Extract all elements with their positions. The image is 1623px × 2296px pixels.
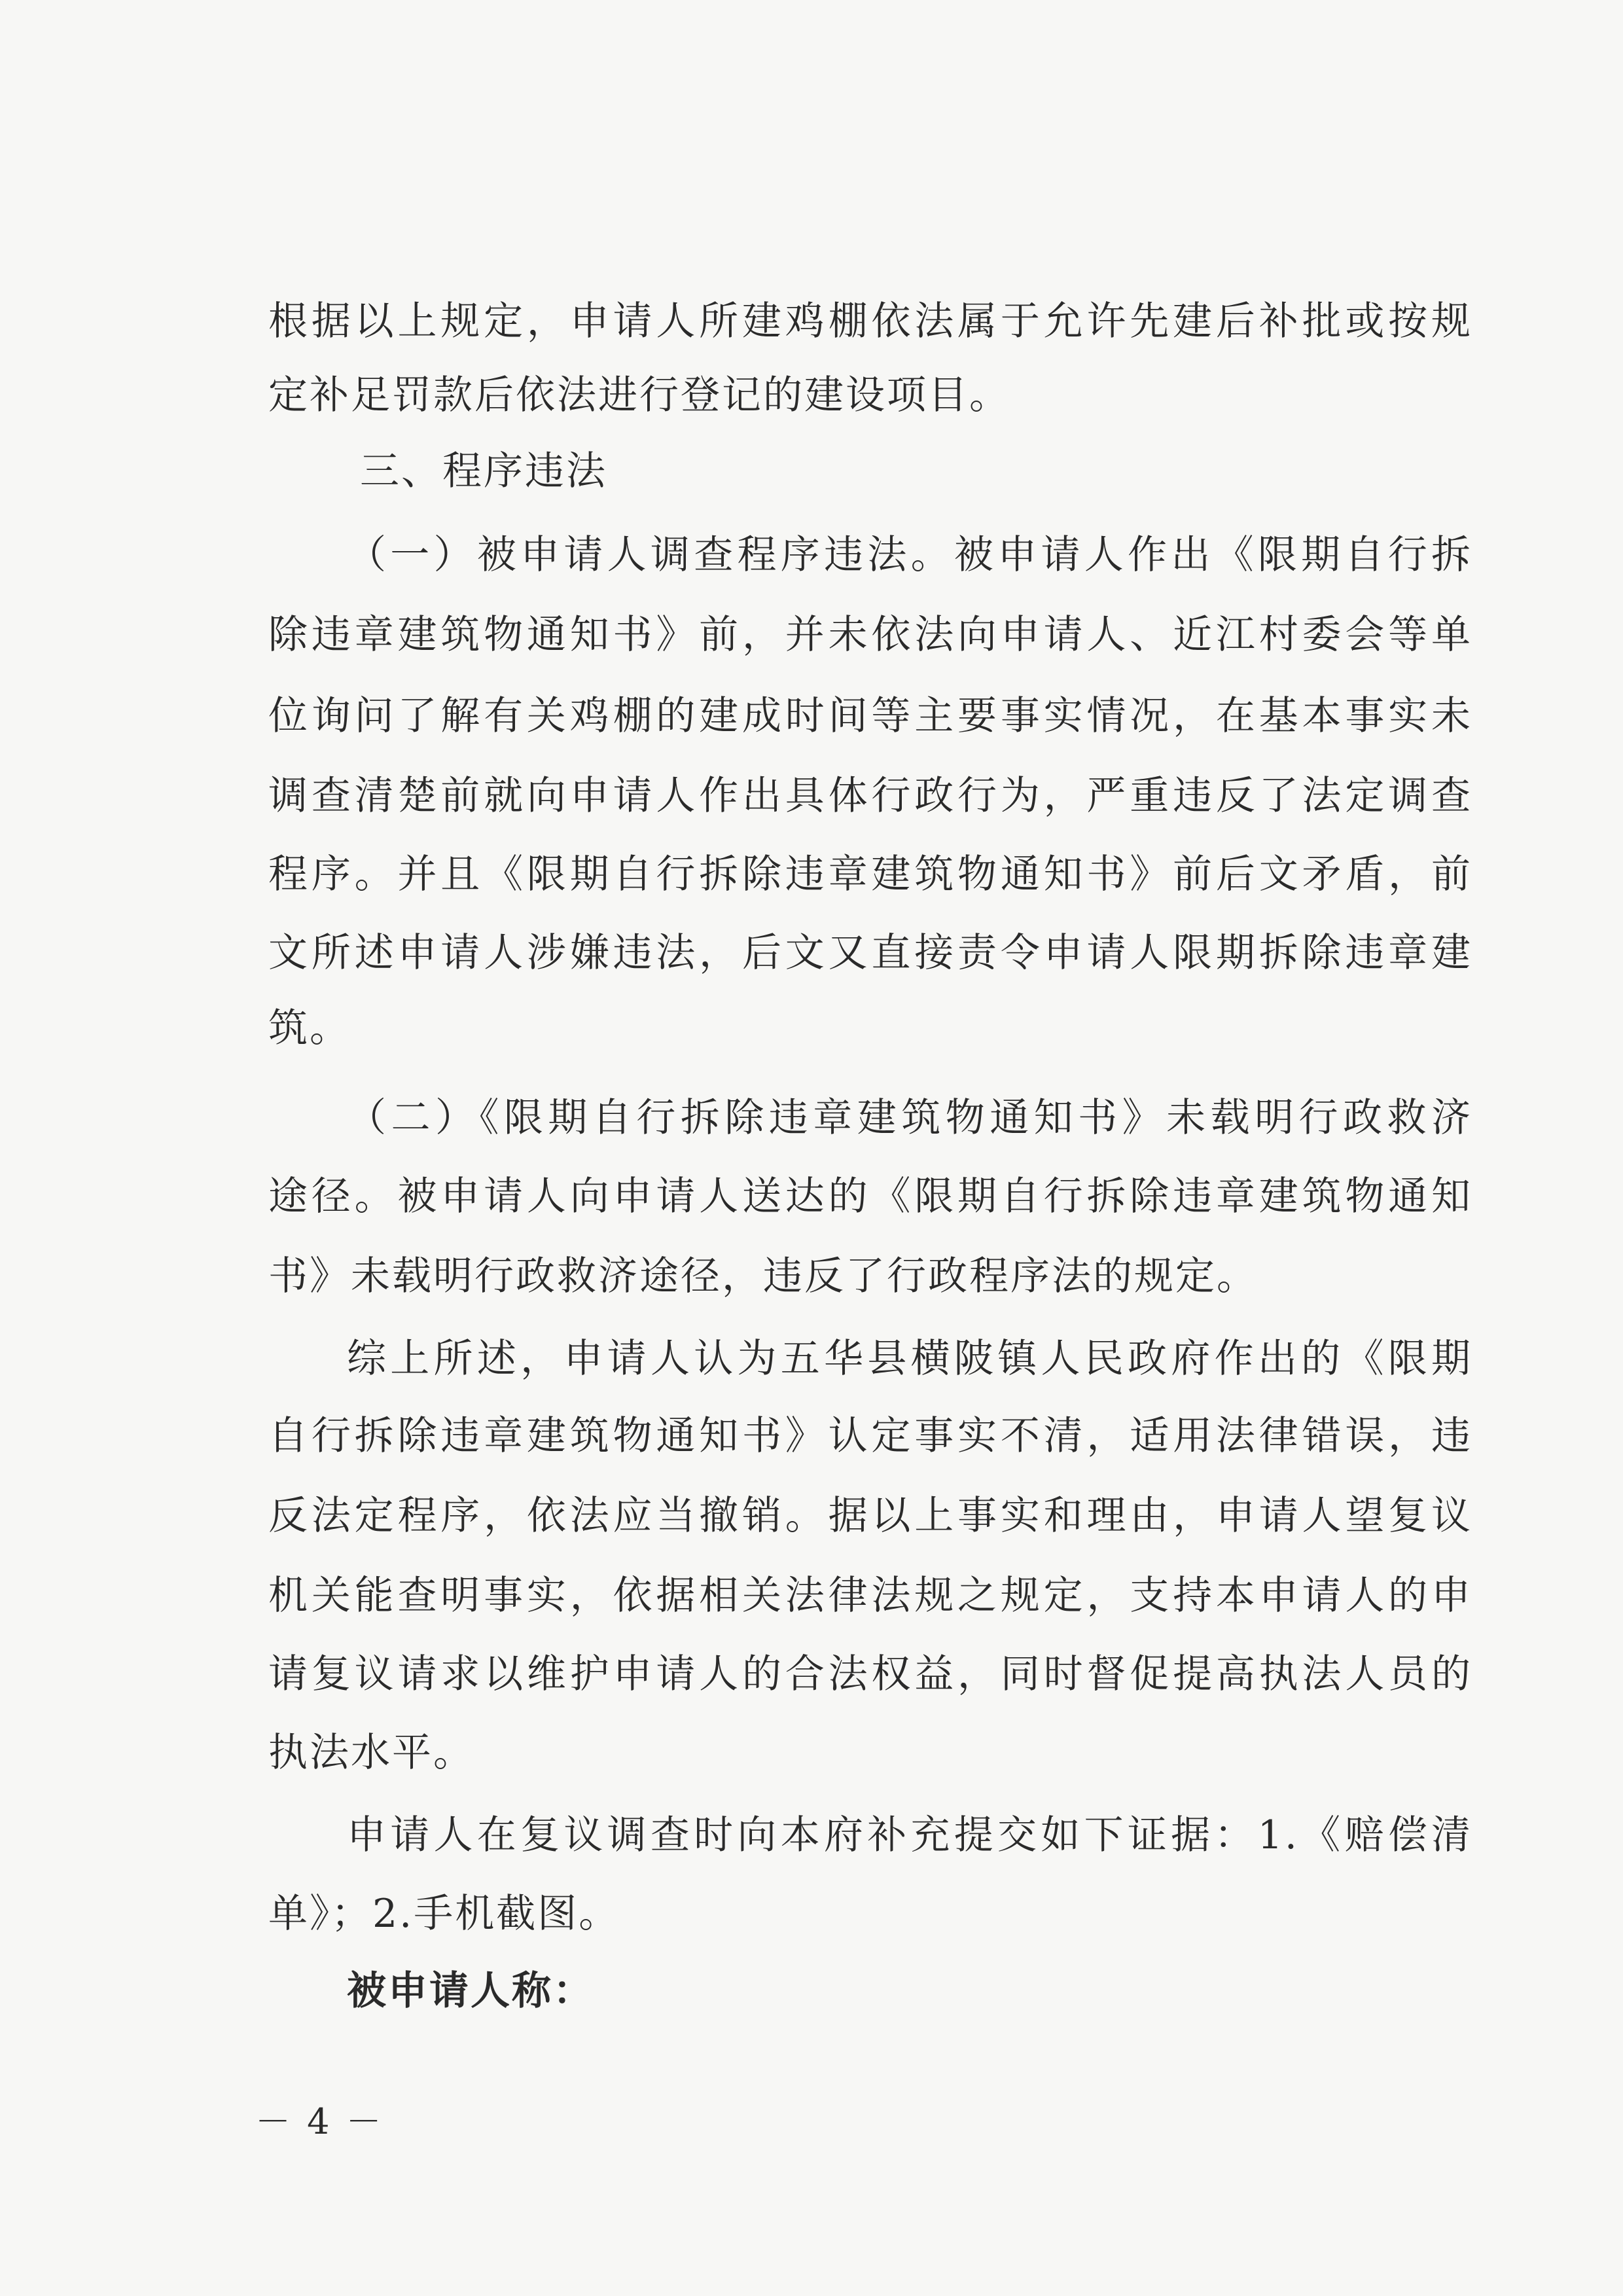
text-line: 程序。并且《限期自行拆除违章建筑物通知书》前后文矛盾，前 — [268, 852, 1472, 897]
text-line: （一）被申请人调查程序违法。被申请人作出《限期自行拆 — [347, 532, 1472, 578]
text-line: 机关能查明事实，依据相关法律法规之规定，支持本申请人的申 — [268, 1573, 1472, 1619]
section-heading: 三、程序违法 — [360, 448, 607, 494]
text-line: 定补足罚款后依法进行登记的建设项目。 — [268, 372, 1010, 418]
text-line: 自行拆除违章建筑物通知书》认定事实不清，适用法律错误，违 — [268, 1413, 1472, 1459]
text-line: 调查清楚前就向申请人作出具体行政行为，严重违反了法定调查 — [268, 773, 1472, 819]
text-line: （二）《限期自行拆除违章建筑物通知书》未载明行政救济 — [347, 1095, 1472, 1141]
text-line: 综上所述，申请人认为五华县横陂镇人民政府作出的《限期 — [347, 1336, 1472, 1382]
page-number: － 4 － — [255, 2101, 384, 2142]
text-line: 请复议请求以维护申请人的合法权益，同时督促提高执法人员的 — [268, 1651, 1472, 1697]
text-line: 途径。被申请人向申请人送达的《限期自行拆除违章建筑物通知 — [268, 1174, 1472, 1219]
text-line: 书》未载明行政救济途径，违反了行政程序法的规定。 — [268, 1253, 1258, 1299]
text-line: 执法水平。 — [268, 1730, 474, 1776]
text-line: 文所述申请人涉嫌违法，后文又直接责令申请人限期拆除违章建 — [268, 930, 1472, 976]
text-line: 根据以上规定，申请人所建鸡棚依法属于允许先建后补批或按规 — [268, 298, 1472, 344]
text-line: 位询问了解有关鸡棚的建成时间等主要事实情况，在基本事实未 — [268, 693, 1472, 739]
text-line: 单》；2.手机截图。 — [268, 1891, 620, 1937]
text-line: 反法定程序，依法应当撤销。据以上事实和理由，申请人望复议 — [268, 1493, 1472, 1539]
text-line: 除违章建筑物通知书》前，并未依法向申请人、近江村委会等单 — [268, 612, 1472, 658]
text-line: 申请人在复议调查时向本府补充提交如下证据：1.《赔偿清 — [347, 1812, 1472, 1858]
text-line: 筑。 — [268, 1005, 351, 1051]
respondent-heading: 被申请人称： — [347, 1968, 594, 2014]
